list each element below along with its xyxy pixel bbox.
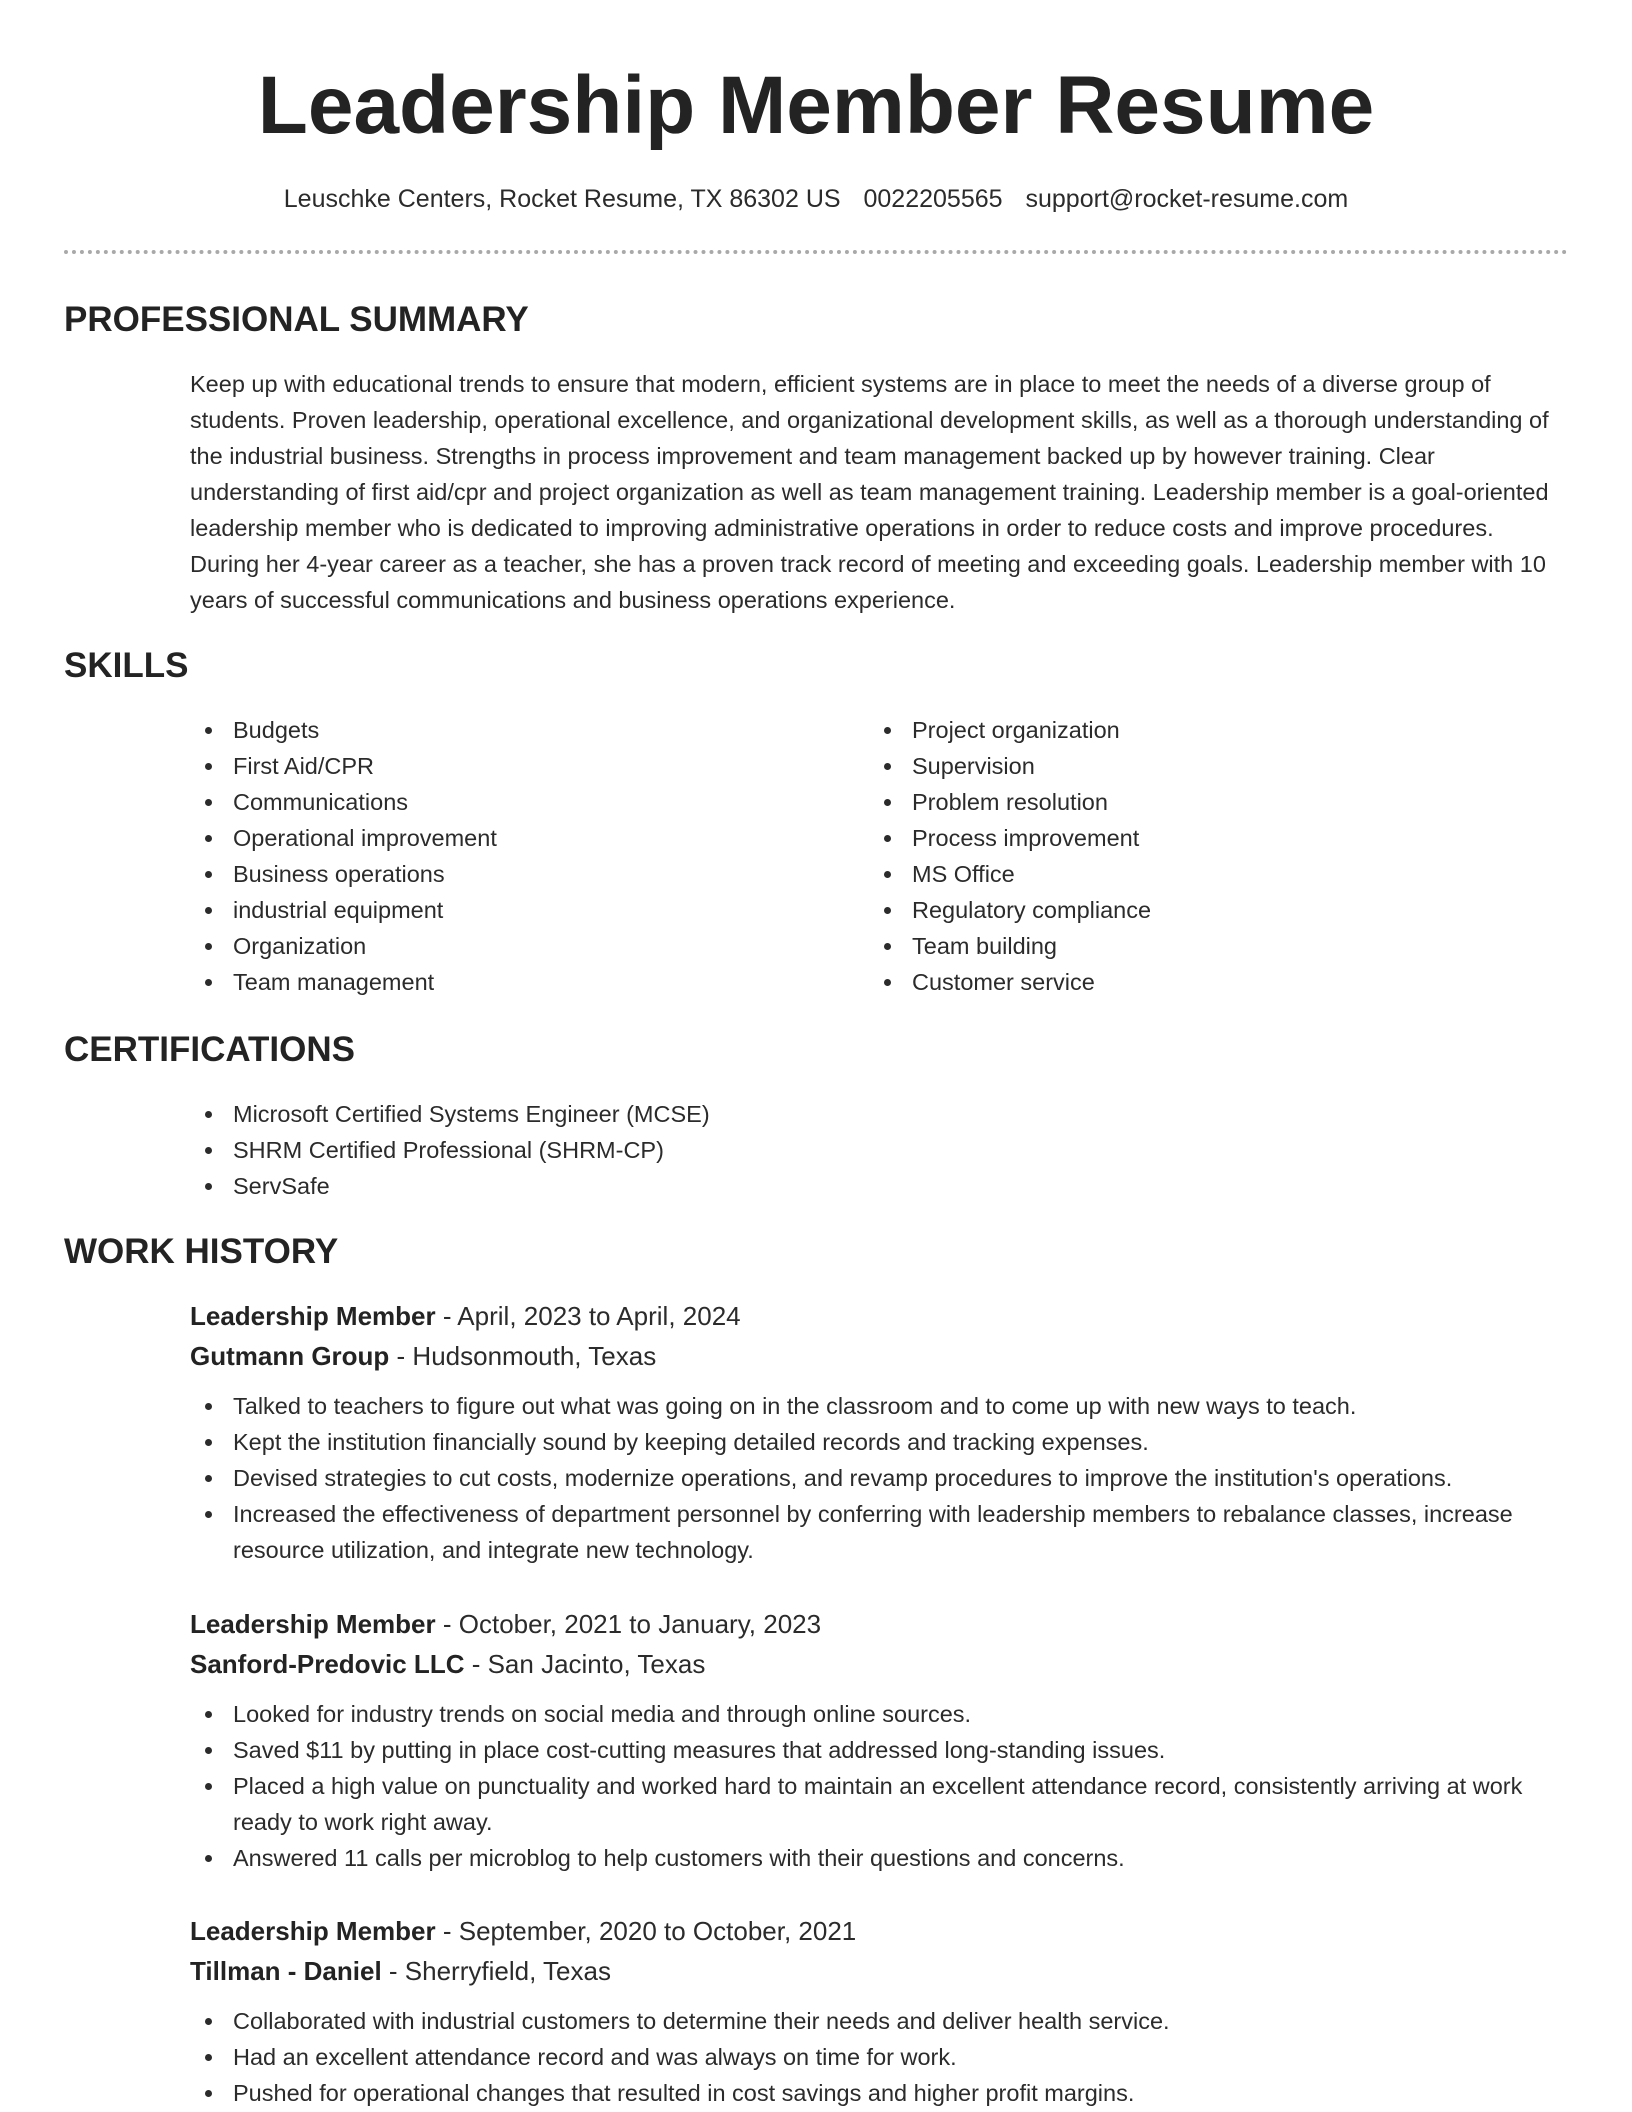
list-item: First Aid/CPR [190, 748, 830, 784]
list-item: Had an excellent attendance record and was always on time for work. [190, 2039, 1550, 2075]
list-item: Talked to teachers to figure out what was going on in the classroom and to come up with new ways to teach. [190, 1388, 1550, 1424]
job-dates: - September, 2020 to October, 2021 [435, 1916, 857, 1946]
job-title-line [190, 1604, 1550, 1644]
job-title-line [190, 1296, 1550, 1336]
list-item: Organization [190, 928, 830, 964]
resume-title: Leadership Member Resume [257, 60, 1375, 151]
list-item: Project organization [869, 712, 1509, 748]
contact-email: support@rocket-resume.com [1025, 185, 1349, 213]
list-item: Devised strategies to cut costs, modernize operations, and revamp procedures to improve the institution's operations. [190, 1460, 1550, 1496]
job-title: Leadership Member [190, 1301, 436, 1331]
contact-address: Leuschke Centers, Rocket Resume, TX 86302 US [283, 185, 841, 213]
list-item: ServSafe [190, 1168, 1490, 1204]
list-item: Process improvement [869, 820, 1509, 856]
list-item: Answered 11 calls per microblog to help customers with their questions and concerns. [190, 1840, 1550, 1876]
list-item: Looked for industry trends on social media and through online sources. [190, 1696, 1550, 1732]
contact-line [0, 182, 1632, 216]
job-title: Leadership Member [190, 1916, 436, 1946]
list-item: Problem resolution [869, 784, 1509, 820]
job-dates: - April, 2023 to April, 2024 [435, 1301, 741, 1331]
job-bullets [190, 1388, 1550, 1568]
job-company-line [190, 1951, 1550, 1991]
job-bullets [190, 2003, 1550, 2111]
job-bullets [190, 1696, 1550, 1876]
list-item: Increased the effectiveness of department personnel by conferring with leadership members to rebalance classes, increase resource utilization, and integrate new technology. [190, 1496, 1550, 1568]
job-company: Gutmann Group [190, 1341, 390, 1371]
list-item: Collaborated with industrial customers to determine their needs and deliver health service. [190, 2003, 1550, 2039]
list-item: Supervision [869, 748, 1509, 784]
skills-list-left [190, 712, 830, 1000]
list-item: Customer service [869, 964, 1509, 1000]
section-title-skills: SKILLS [64, 646, 189, 685]
list-item: Team management [190, 964, 830, 1000]
job-company-line [190, 1336, 1550, 1376]
list-item: Regulatory compliance [869, 892, 1509, 928]
list-item: Budgets [190, 712, 830, 748]
job-company: Tillman - Daniel [190, 1956, 382, 1986]
job-location: - Hudsonmouth, Texas [389, 1341, 657, 1371]
job-title: Leadership Member [190, 1609, 436, 1639]
list-item: SHRM Certified Professional (SHRM-CP) [190, 1132, 1490, 1168]
job-dates: - October, 2021 to January, 2023 [435, 1609, 822, 1639]
job-company: Sanford-Predovic LLC [190, 1649, 465, 1679]
skills-list-right [869, 712, 1509, 1000]
list-item: MS Office [869, 856, 1509, 892]
job-location: - San Jacinto, Texas [464, 1649, 706, 1679]
summary-text: Keep up with educational trends to ensure that modern, efficient systems are in place to meet the needs of a diverse group of students. Proven leadership, operational excellence, and organizational development skills, as well as a thorough understanding of the industrial business. Strengths in process improvement and team management backed up by however training. Clear understanding of first aid/cpr and project organization as well as team management training. Leadership member is a goal-oriented leadership member who is dedicated to improving administrative operations in order to reduce costs and improve procedures. During her 4-year career as a teacher, she has a proven track record of meeting and exceeding goals. Leadership member with 10 years of successful communications and business operations experience. [190, 371, 1549, 613]
list-item: Saved $11 by putting in place cost-cutting measures that addressed long-standing issues. [190, 1732, 1550, 1768]
list-item: Pushed for operational changes that resulted in cost savings and higher profit margins. [190, 2075, 1550, 2111]
job-entry [190, 1911, 1550, 2111]
list-item: Communications [190, 784, 830, 820]
list-item: industrial equipment [190, 892, 830, 928]
list-item: Team building [869, 928, 1509, 964]
job-entry [190, 1604, 1550, 1876]
list-item: Placed a high value on punctuality and worked hard to maintain an excellent attendance record, consistently arriving at work ready to work right away. [190, 1768, 1550, 1840]
job-entry [190, 1296, 1550, 1568]
header-divider [64, 250, 1568, 254]
job-company-line [190, 1644, 1550, 1684]
list-item: Business operations [190, 856, 830, 892]
section-title-certifications: CERTIFICATIONS [64, 1030, 356, 1069]
job-location: - Sherryfield, Texas [381, 1956, 611, 1986]
section-title-work-history: WORK HISTORY [64, 1232, 339, 1271]
section-title-summary: PROFESSIONAL SUMMARY [64, 300, 529, 339]
list-item: Kept the institution financially sound by keeping detailed records and tracking expenses. [190, 1424, 1550, 1460]
list-item: Operational improvement [190, 820, 830, 856]
list-item: Microsoft Certified Systems Engineer (MCSE) [190, 1096, 1490, 1132]
contact-phone: 0022205565 [863, 185, 1003, 213]
job-title-line [190, 1911, 1550, 1951]
certifications-list [190, 1096, 1490, 1204]
